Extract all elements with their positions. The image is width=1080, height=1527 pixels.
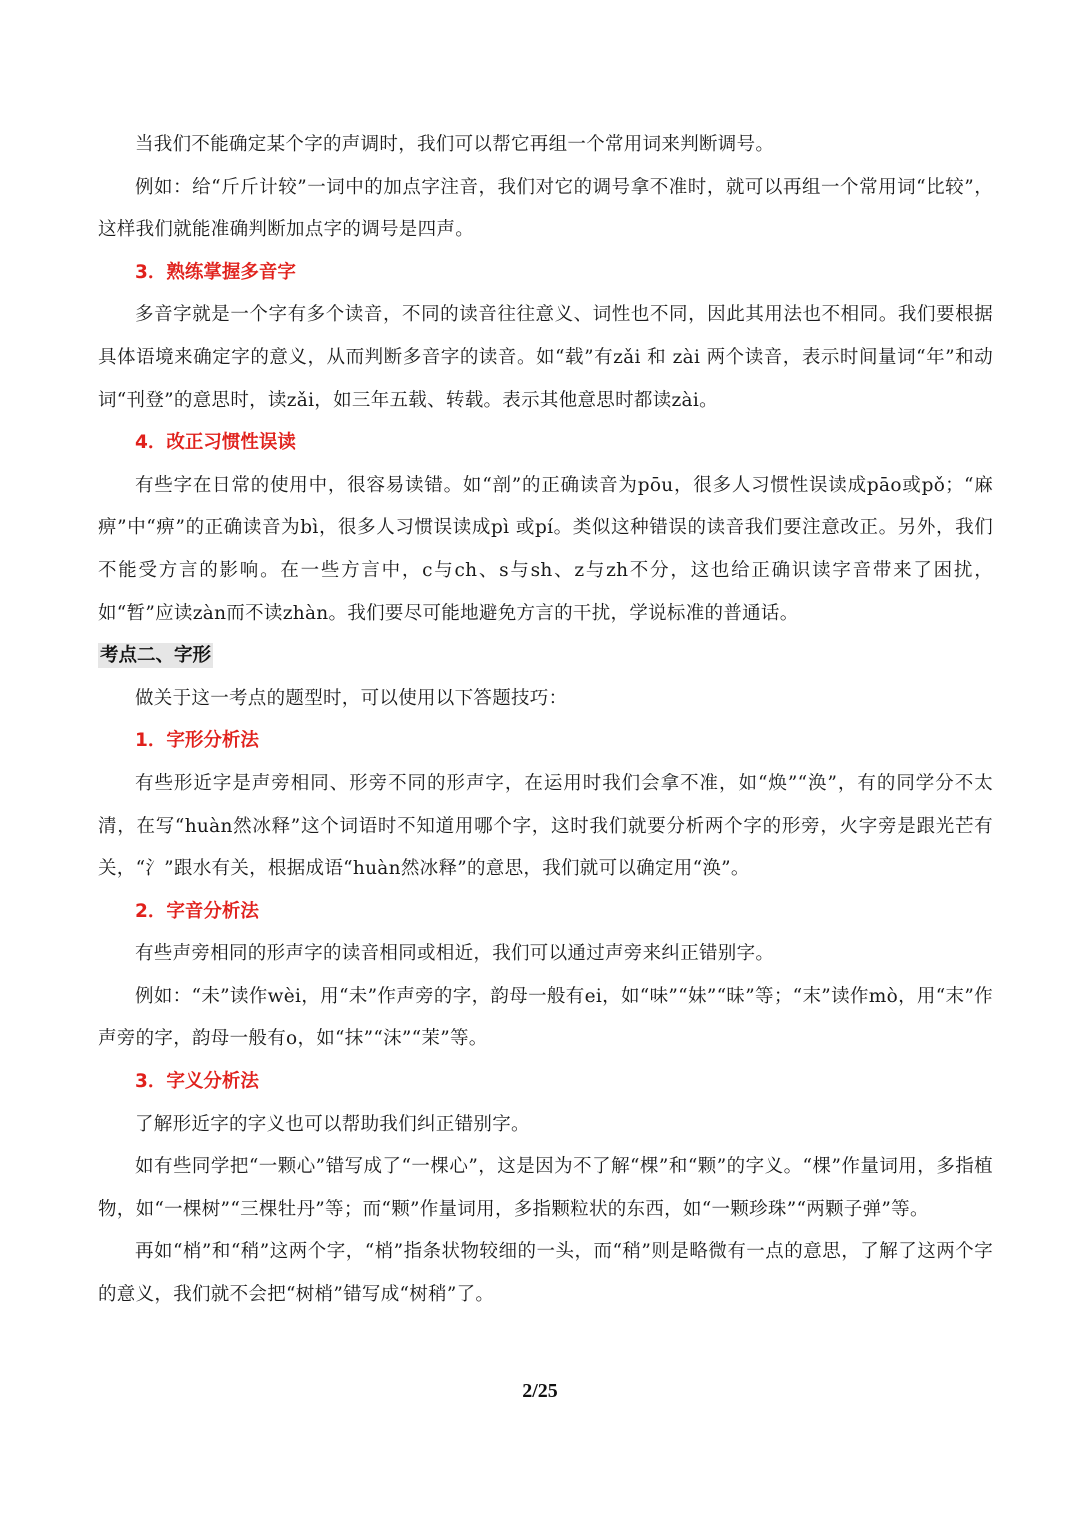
document-body <box>98 124 993 1317</box>
paragraph-meaning-example-1: 如有些同学把“一颗心”错写成了“一棵心”，这是因为不了解“棵”和“颗”的字义。“棵”作量词用，多指植物，如“一棵树”“三棵牡丹”等；而“颗”作量词用，多指颗粒状的东西，如“一颗珍珠”“两颗子弹”等。 <box>98 1156 993 1220</box>
paragraph-sound-example: 例如：“未”读作wèi，用“未”作声旁的字，韵母一般有ei，如“味”“妹”“昧”等；“末”读作mò，用“末”作声旁的字，韵母一般有o，如“抹”“沫”“茉”等。 <box>98 985 993 1050</box>
paragraph-meaning-analysis: 了解形近字的字义也可以帮助我们纠正错别字。 <box>135 1113 530 1135</box>
paragraph-tone-example: 例如：给“斤斤计较”一词中的加点字注音，我们对它的调号拿不准时，就可以再组一个常用词“比较”，这样我们就能准确判断加点字的调号是四声。 <box>98 176 993 241</box>
paragraph-glyph-intro: 做关于这一考点的题型时，可以使用以下答题技巧： <box>135 687 568 709</box>
paragraph-polyphonic: 多音字就是一个字有多个读音，不同的读音往往意义、词性也不同，因此其用法也不相同。我们要根据具体语境来确定字的意义，从而判断多音字的读音。如“载”有zǎi 和 zài 两个读音，表示时间量词“年”和动词“刊登”的意思时，读zǎi，如三年五载、转载。表示其他意思时都读zài。 <box>98 304 993 411</box>
heading-sound-analysis: 2．字音分析法 <box>135 900 259 922</box>
paragraph-sound-analysis: 有些声旁相同的形声字的读音相同或相近，我们可以通过声旁来纠正错别字。 <box>135 943 775 965</box>
section-title-glyph <box>98 635 993 678</box>
page-number: 2/25 <box>522 1380 558 1402</box>
paragraph-misreading: 有些字在日常的使用中，很容易读错。如“剖”的正确读音为pōu，很多人习惯性误读成pāo或pǒ；“麻痹”中“痹”的正确读音为bì，很多人习惯误读成pì 或pí。类似这种错误的读音我们要注意改正。另外，我们不能受方言的影响。在一些方言中，c与ch、s与sh、z与zh不分，这也给正确识读字音带来了困扰，如“暂”应读zàn而不读zhàn。我们要尽可能地避免方言的干扰，学说标准的普通话。 <box>98 474 993 624</box>
heading-misreading: 4．改正习惯性误读 <box>135 432 296 454</box>
heading-polyphonic: 3．熟练掌握多音字 <box>135 261 296 283</box>
paragraph-form-analysis: 有些形近字是声旁相同、形旁不同的形声字，在运用时我们会拿不准，如“焕”“涣”，有的同学分不太清，在写“huàn然冰释”这个词语时不知道用哪个字，这时我们就要分析两个字的形旁，火字旁是跟光芒有关，“氵”跟水有关，根据成语“huàn然冰释”的意思，我们就可以确定用“涣”。 <box>98 772 993 880</box>
heading-meaning-analysis: 3．字义分析法 <box>135 1071 259 1093</box>
section-title-text: 考点二、字形 <box>100 645 212 667</box>
heading-form-analysis: 1．字形分析法 <box>135 730 259 752</box>
paragraph-meaning-example-2: 再如“梢”和“稍”这两个字，“梢”指条状物较细的一头，而“稍”则是略微有一点的意思，了解了这两个字的意义，我们就不会把“树梢”错写成“树稍”了。 <box>98 1241 993 1306</box>
paragraph-tone-tip: 当我们不能确定某个字的声调时，我们可以帮它再组一个常用词来判断调号。 <box>135 134 775 155</box>
